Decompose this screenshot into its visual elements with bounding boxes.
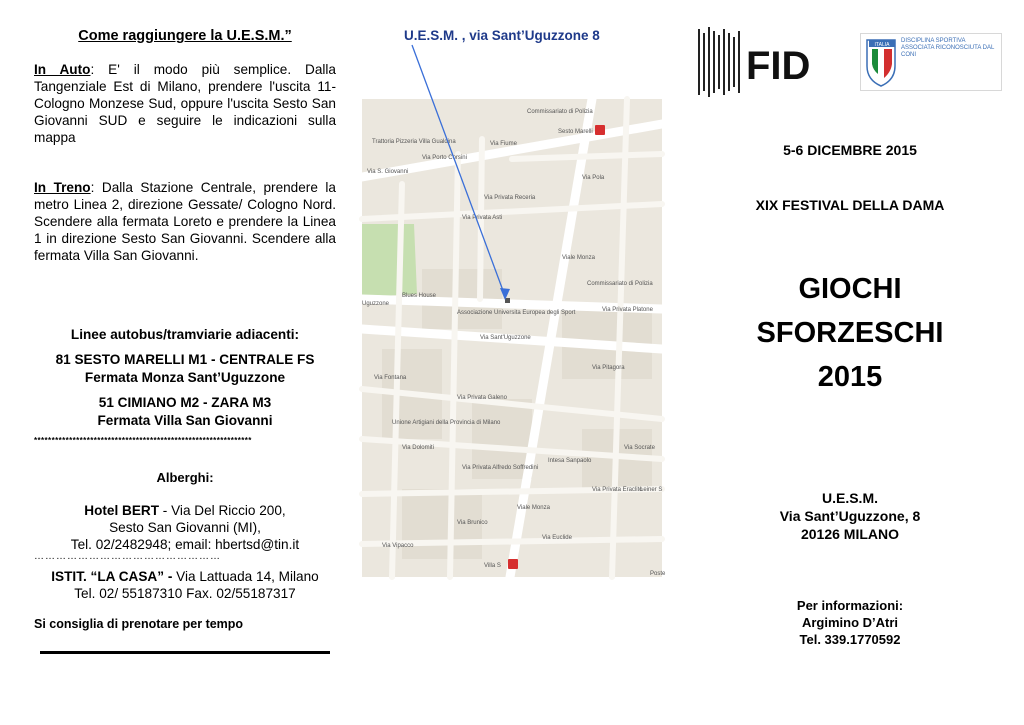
map-label-viale-monza-1: Viale Monza: [562, 255, 595, 261]
hotel-bert-contact: Tel. 02/2482948; email: hbertsd@tin.it: [70, 537, 300, 552]
contact-phone: Tel. 339.1770592: [799, 632, 901, 647]
map-label-uguzzone-left: Uguzzone: [362, 301, 390, 307]
map-label-villa-s: Villa S: [484, 563, 501, 569]
map-title: U.E.S.M. , via Sant’Uguzzone 8: [404, 28, 600, 43]
map-label-associazione: Associazione Universita Europea degli Sport: [457, 310, 576, 316]
contact-label: Per informazioni:: [796, 598, 904, 613]
map-label-via-euclide: Via Euclide: [542, 535, 572, 541]
coni-badge: [861, 34, 1001, 90]
map-label-via-pitagora: Via Pitagora: [592, 365, 625, 371]
map-label-via-fiume: Via Fiume: [490, 141, 517, 147]
map-label-commissariato-2: Commissariato di Polizia: [587, 281, 653, 287]
hotel-la-casa-contact: Tel. 02/ 55187310 Fax. 02/55187317: [74, 586, 296, 601]
hotel-bert-name: Hotel BERT: [84, 503, 160, 518]
coni-country-text: ITALIA: [874, 42, 890, 48]
map-label-via-porto-corsini: Via Porto Corsini: [422, 155, 467, 161]
fid-logo: [698, 27, 820, 97]
contact-name: Argimino D’Atri: [801, 615, 899, 630]
hotels-title: Alberghi:: [156, 470, 214, 485]
map-label-trattoria: Trattoria Pizzeria Villa Gualdina: [372, 139, 456, 145]
auto-label: In Auto: [34, 62, 91, 77]
hotel-la-casa-address: Via Lattuada 14, Milano: [172, 569, 319, 584]
map-label-via-privata-galeno: Via Privata Galeno: [457, 395, 507, 401]
coni-logo: [860, 33, 1002, 91]
map-label-via-privata-asti: Via Privata Asti: [462, 215, 503, 221]
map-label-via-fontana: Via Fontana: [374, 375, 407, 381]
map-label-via-socrate: Via Socrate: [624, 445, 655, 451]
venue-street: Via Sant’Uguzzone, 8: [779, 508, 921, 524]
map-label-via-vipacco: Via Vipacco: [382, 543, 414, 549]
event-title-line3: 2015: [817, 361, 883, 393]
map-label-via-privata-alfredo: Via Privata Alfredo Soffredini: [462, 465, 539, 471]
bus-line-51-stop: Fermata Villa San Giovanni: [97, 413, 273, 428]
bus-line-51: 51 CIMIANO M2 - ZARA M3: [98, 395, 272, 410]
event-title-line2: SFORZESCHI: [756, 317, 944, 349]
event-title-line1: GIOCHI: [798, 273, 902, 305]
map-label-unione: Unione Artigiani della Provincia di Milano: [392, 420, 501, 426]
map-label-via-sant-uguzzone: Via Sant'Uguzzone: [480, 335, 531, 341]
separator-dots: ……………………………………………: [34, 551, 221, 562]
contact-info: [700, 597, 1000, 648]
map-label-sesto-marelli: Sesto Marelli: [558, 129, 593, 135]
train-text: : Dalla Stazione Centrale, prendere la metro Linea 2, direzione Gessate/ Cologno Nord. Scendere alla fermata Loreto e prendere la Linea 1 in direzione Sesto San Giovanni. Scendere alla fermata Villa San Giovanni.: [34, 180, 336, 263]
map-label-viale-monza-2: Viale Monza: [517, 505, 550, 511]
bus-line-81-stop: Fermata Monza Sant’Uguzzone: [84, 370, 286, 385]
booking-advice: Si consiglia di prenotare per tempo: [34, 617, 244, 631]
map-label-via-dolomiti: Via Dolomiti: [402, 445, 434, 451]
auto-text: : E' il modo più semplice. Dalla Tangenziale Est di Milano, prendere l'uscita 11-Cologno Monzese Sud, oppure l'uscita Sesto San Giovanni SUD e seguire le indicazioni sulla mappa: [34, 62, 336, 145]
train-label: In Treno: [34, 180, 91, 195]
map-label-via-brunico: Via Brunico: [457, 520, 488, 526]
map-label-poste: Poste: [650, 571, 666, 577]
directions-title: Come raggiungere la U.E.S.M.”: [78, 28, 292, 44]
venue-city: 20126 MILANO: [800, 526, 900, 542]
bus-lines-title: Linee autobus/tramviarie adiacenti:: [70, 327, 300, 342]
map-label-intesa: Intesa Sanpaolo: [548, 458, 592, 464]
event-date: 5-6 DICEMBRE 2015: [783, 142, 917, 158]
fid-logo-text: FID: [746, 44, 811, 88]
venue-address: [700, 489, 1000, 543]
hotel-bert-city: Sesto San Giovanni (MI),: [109, 520, 261, 535]
hotel-la-casa-name: ISTIT. “LA CASA” -: [51, 569, 173, 584]
hotel-bert-address: - Via Del Riccio 200,: [159, 503, 286, 518]
coni-text: DISCIPLINA SPORTIVA ASSOCIATA RICONOSCIUTA DAL CONI: [901, 38, 995, 58]
map-label-via-s-giovanni: Via S. Giovanni: [367, 169, 409, 175]
festival-title: XIX FESTIVAL DELLA DAMA: [755, 197, 945, 213]
bus-line-81: 81 SESTO MARELLI M1 - CENTRALE FS: [55, 352, 315, 367]
map-label-commissariato-1: Commissariato di Polizia: [527, 109, 593, 115]
map-label-via-privata-platone: Via Privata Platone: [602, 307, 653, 313]
map-label-via-privata-receria: Via Privata Receria: [484, 195, 536, 201]
venue-name: U.E.S.M.: [821, 490, 878, 506]
separator-stars: **************************************************************: [34, 436, 252, 445]
map-label-leiner: Leiner S: [640, 487, 663, 493]
map-label-via-privata-eraclito: Via Privata Eraclito: [592, 487, 643, 493]
event-title: [700, 267, 1000, 399]
map-label-via-pola: Via Pola: [582, 175, 605, 181]
map-label-blues-house: Blues House: [402, 293, 437, 299]
